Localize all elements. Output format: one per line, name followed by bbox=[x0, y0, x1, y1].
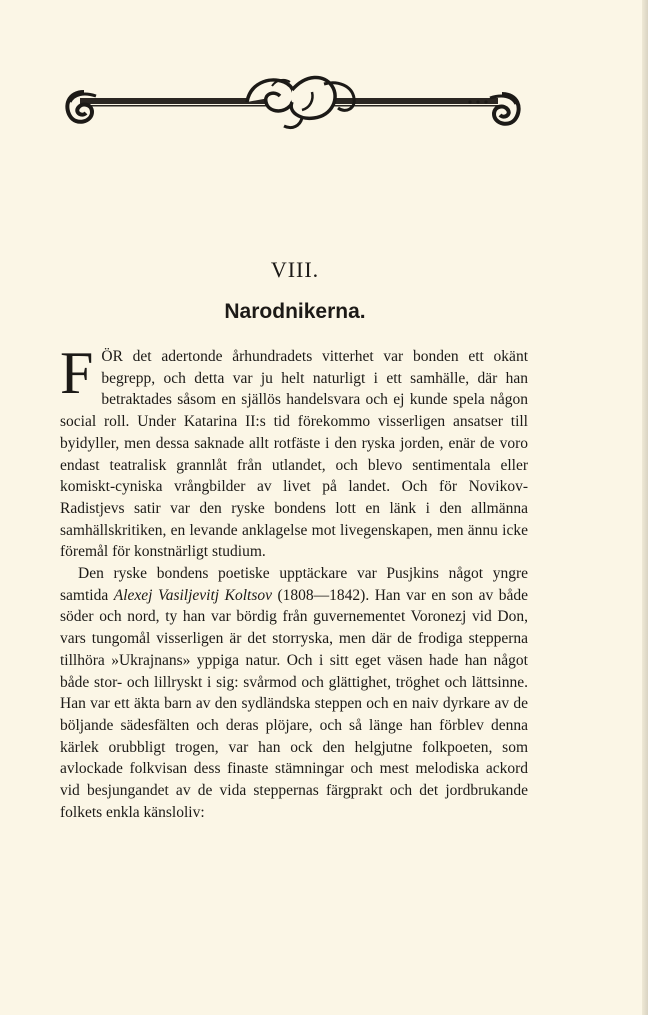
page-edge-shadow bbox=[642, 0, 648, 1015]
paragraph-1-text: ÖR det adertonde århundradets vitterhet var bonden ett okänt begrepp, och detta var ju helt naturligt i ett samhälle, där han betraktades såsom en själlös handelsvara och ej kunde spela någon social roll. Under Katarina II:s tid förekommo visserligen ansatser till byidyller, men dessa saknade allt rotfäste i den ryska jorden, enär de voro endast teatralisk grannlåt från utlandet, och blevo sentimentala eller komiskt-cyniska vrångbilder av livet på landet. Och för Novikov-Radistjevs satir var den ryske bondens lott en länk i den allmänna samhällskritiken, en levande anklagelse mot livegenskapen, men ännu icke föremål för konstnärligt studium. bbox=[60, 348, 528, 561]
paragraph-2 bbox=[60, 563, 528, 823]
poet-name: Alexej Vasiljevitj Koltsov bbox=[113, 586, 272, 604]
chapter-title: Narodnikerna. bbox=[224, 300, 366, 323]
chapter-number: VIII. bbox=[270, 257, 320, 282]
drop-cap: F bbox=[60, 340, 94, 406]
body-text bbox=[60, 340, 528, 823]
paragraph-1 bbox=[60, 340, 528, 563]
paragraph-2-text-b: (1808—1842). Han var en son av både söder och nord, ty han var bördig från guvernementet Voronezj vid Don, vars tungomål visserligen är det storryska, men där de frodiga stepperna tillhöra »Ukrajnans» yppiga natur. Och i sitt eget väsen hade han något både stor- och lillryskt i sig: svårmod och glättighet, tröghet och lättsinne. Han var ett äkta barn av den sydländska steppen och en naiv dyrkare av de böljande sädesfälten och deras plöjare, och så länge han förblev denna kärlek orubbligt trogen, var han ock den helgjutne folkpoeten, som avlockade folkvisan dess finaste stämningar och mest melodiska ackord vid besjungandet av de vida steppernas färgprakt och det jordbrukande folkets enkla känsloliv: bbox=[60, 586, 528, 821]
ornamental-header-icon bbox=[62, 72, 524, 132]
paragraph-2-text-a: Den ryske bondens poetiske upptäckare var Pusjkins något yngre samtida bbox=[60, 565, 528, 604]
